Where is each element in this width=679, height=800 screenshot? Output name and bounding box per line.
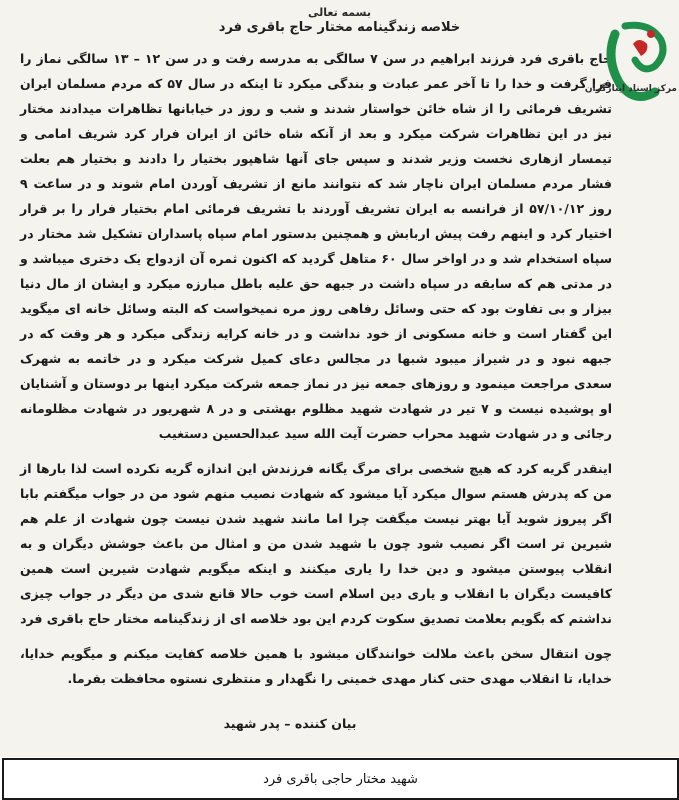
document-body [20,46,612,691]
paragraph-1: حاج باقری فرد فرزند ابراهیم در سن ۷ سالگی به مدرسه رفت و در سن ۱۲ – ۱۳ سالگی نماز را فرا گرفت و خدا را تا آخر عمر عبادت و بندگی میکرد تا اینکه در سال ۵۷ که مردم مسلمان ایران تشریف فرمائی را از شاه خائن خواستار شدند و شب و روز در خیابانها تظاهرات میدادند مختار نیز در این تظاهرات شرکت میکرد و بعد از آنکه شاه خائن از ایران فرار کرد شریف امامی و تیمسار ازهاری نخست وزیر شدند و سپس جای آنها شاهپور بختیار را دادند و بختیار هم بعلت فشار مردم مسلمان ایران ناچار شد که نتوانند مانع از تشریف آوردن امام شوند و در ساعت ۹ روز ۵۷/۱۰/۱۲ از فرانسه به ایران تشریف آوردند با تشریف فرمائی امام بختیار فرار را بر قرار اختیار کرد و اینهم رفت پیش اربابش و همچنین بدستور امام سپاه پاسداران تشکیل شد مختار در سپاه استخدام شد و در اواخر سال ۶۰ متاهل گردید که اکنون ثمره آن ازدواج یک دختری میباشد و در مدتی هم که سابقه در سپاه داشت در جبهه حق علیه باطل مبارزه میکرد و ایشان از مال دنیا بیزار و بی تفاوت بود که حتی وسائل رفاهی روز مره نمیخواست که البته وسائل خانه ای میگوید این گفتار است و خانه مسکونی از خود نداشت و در خانه کرایه زندگی میکرد و هر وقت که در جبهه نبود و در شیراز میبود شبها در مجالس دعای کمیل شرکت میکرد و در خاتمه به شهرک سعدی مراجعت مینمود و روزهای جمعه نیز در نماز جمعه شرکت میکرد اینها بر دوستان و آشنایان او پوشیده نیست و ۷ تیر در شهادت شهید مظلوم بهشتی و در ۸ شهریور در شهادت مظلومانه رجائی و در شهادت شهید محراب حضرت آیت الله سید عبدالحسین دستغیب [20,51,613,441]
paragraph-2: اینقدر گریه کرد که هیچ شخصی برای مرگ یگانه فرزندش این اندازه گریه نکرده است لذا بارها از من که پدرش هستم سوال میکرد آیا میشود که شهادت نصیب منهم شود من در جواب میگفتم بابا اگر پیروز شوید آیا بهتر نیست میگفت چرا اما مانند شهید شدن نیست چون شهادت از علم هم شیرین تر است اگر نصیب شود چون با شهید شدن من و امثال من باعث جوشش دیگران و به انقلاب پیوستن میشود و دین خدا را یاری میکنند و اینکه میگویم شهادت شیرین است همین کافیست دیگران با انقلاب و یاری دین اسلام است خوب حالا قانع شدی من دیگر در جواب چیزی نداشتم که بگویم بعلامت تصدیق سکوت کردم این بود خلاصه ای از زندگینامه مختار حاج باقری فرد [20,461,612,626]
document-header: بسمه تعالی [308,6,371,19]
signature-line: بیان کننده – پدر شهید [223,716,357,731]
document-title: خلاصه زندگینامه مختار حاج باقری فرد [218,20,461,35]
caption-text: شهید مختار حاجی باقری فرد [263,771,418,787]
caption-box [2,758,679,800]
paragraph-3: چون انتقال سخن باعث ملالت خوانندگان میشود با همین خلاصه کفایت میکنم و میگویم خدایا، خدایا، تا انقلاب مهدی حتی کنار مهدی خمینی را نگهدار و منتظری نستوه محافظت بفرما. [20,646,612,686]
archive-logo-text: مرکز اسناد ایثارگران [584,84,677,94]
